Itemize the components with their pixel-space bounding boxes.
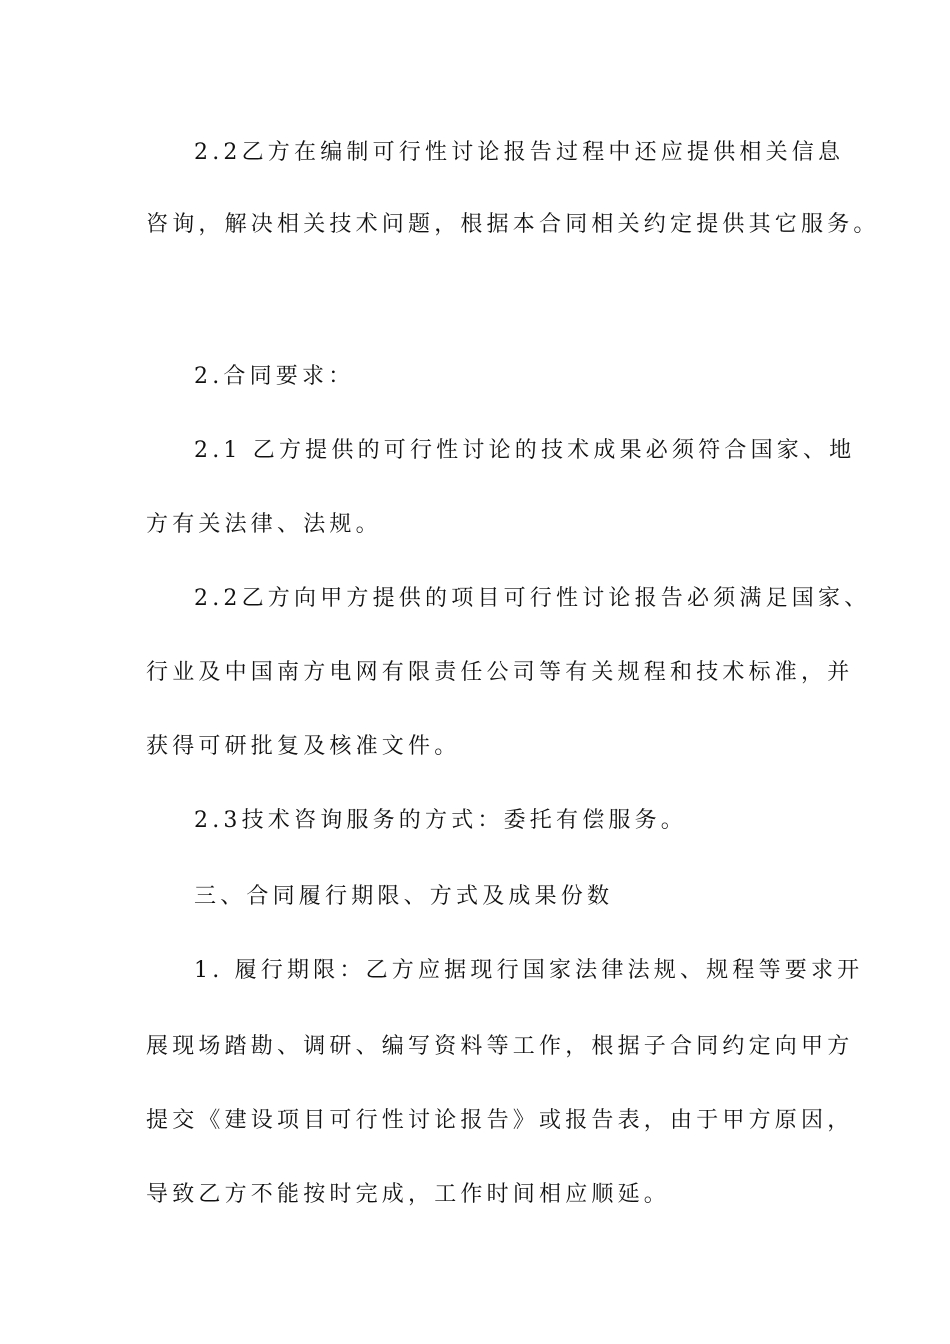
text-line: 方有关法律、法规。 [146,512,382,537]
text-line: 2.1 乙方提供的可行性讨论的技术成果必须符合国家、地 [194,438,856,463]
text-line: 提交《建设项目可行性讨论报告》或报告表，由于甲方原因， [146,1108,854,1133]
text-line: 获得可研批复及核准文件。 [146,734,461,759]
section-heading: 三、合同履行期限、方式及成果份数 [194,884,614,909]
text-line: 导致乙方不能按时完成，工作时间相应顺延。 [146,1182,671,1207]
text-line: 1. 履行期限：乙方应据现行国家法律法规、规程等要求开 [194,958,864,983]
text-line: 2.2乙方在编制可行性讨论报告过程中还应提供相关信息 [194,140,845,165]
text-line: 2.2乙方向甲方提供的项目可行性讨论报告必须满足国家、 [194,586,871,611]
text-line: 行业及中国南方电网有限责任公司等有关规程和技术标准，并 [146,660,854,685]
text-line: 2.3技术咨询服务的方式：委托有偿服务。 [194,808,687,833]
text-line: 咨询，解决相关技术问题，根据本合同相关约定提供其它服务。 [146,212,880,237]
section-heading: 2.合同要求： [194,364,355,389]
text-line: 展现场踏勘、调研、编写资料等工作，根据子合同约定向甲方 [146,1034,854,1059]
